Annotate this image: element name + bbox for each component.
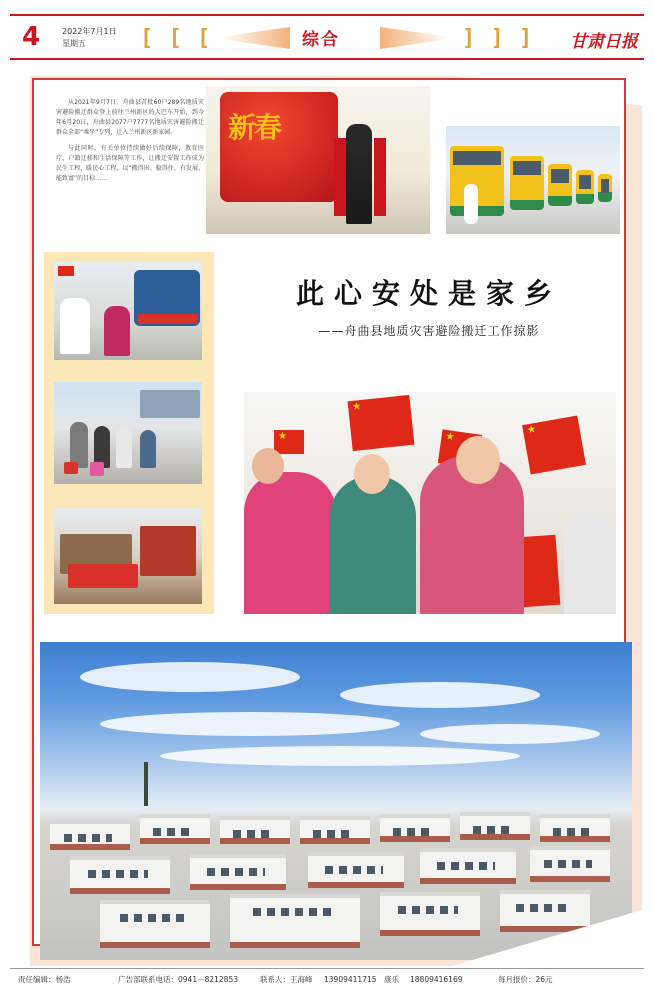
person-figure	[330, 476, 416, 614]
monthly-price: 每月报价：26元	[498, 975, 553, 984]
house-shape	[380, 892, 480, 936]
new-year-lettering: 新春	[228, 111, 281, 144]
header-bottom-rule	[10, 58, 644, 60]
house-shape	[190, 854, 286, 890]
building-shape	[140, 390, 200, 418]
house-shape	[220, 816, 290, 844]
subheadline: ——舟曲县地质灾害避险搬迁工作掠影	[318, 324, 540, 338]
luggage-photo	[54, 382, 202, 484]
house-shape	[70, 856, 170, 894]
flag-shape	[522, 416, 586, 475]
page-header	[10, 14, 644, 60]
couplet-right	[374, 138, 386, 216]
luggage-shape	[64, 462, 78, 474]
flag-shape	[348, 395, 415, 451]
staff-figure	[464, 184, 478, 224]
left-ray-ornament	[220, 27, 290, 49]
footer-rule	[10, 968, 644, 969]
house-shape	[140, 814, 210, 844]
bus-shape	[548, 164, 572, 206]
house-shape	[540, 814, 610, 842]
tower-shape	[144, 762, 148, 806]
banner-shape	[138, 314, 198, 324]
house-shape	[50, 820, 130, 850]
bus-shape	[576, 170, 594, 204]
person-figure	[60, 298, 90, 354]
date-text: 2022年7月1日	[62, 27, 117, 36]
bus-shape	[510, 156, 544, 210]
issue-date	[62, 26, 117, 50]
cloud-shape	[420, 724, 600, 744]
cloud-shape	[100, 712, 400, 736]
house-shape	[308, 852, 404, 888]
village-panorama-photo	[40, 642, 632, 960]
house-shape	[230, 894, 360, 948]
cloud-shape	[80, 662, 300, 692]
luggage-shape	[90, 462, 104, 476]
header-top-rule	[10, 14, 644, 16]
page-number: 4	[22, 22, 41, 52]
face-shape	[252, 448, 284, 484]
flag-shape	[274, 430, 304, 454]
contact-phone: 13909411715	[324, 975, 377, 984]
right-ray-ornament	[380, 27, 450, 49]
house-shape	[420, 848, 516, 884]
workers-shape	[68, 564, 138, 588]
section-title: 综合	[302, 30, 340, 50]
left-bracket-ornament: [ [ [	[140, 26, 212, 51]
house-shape	[380, 814, 450, 842]
masthead-logo: 甘肃日报	[570, 32, 638, 52]
intro-paragraph: 从2021年9月7日，舟曲县首批60户289名地质灾害避险搬迁群众登上前往兰州新区的大巴车开始，到今年6月20日，舟曲县2077户7777名地质灾害避险搬迁群众全部“乘坐”专列，迁入兰州新区新家园。	[56, 99, 204, 136]
truck-shape	[140, 526, 196, 576]
bus-send-off-photo	[54, 262, 202, 360]
cloud-shape	[160, 746, 520, 766]
contact-name: 联系人：王海峰	[260, 975, 313, 984]
truck-photo	[54, 508, 202, 604]
contact-name-2: 康乐	[384, 975, 399, 984]
face-shape	[354, 454, 390, 494]
new-year-photo	[206, 86, 430, 234]
person-figure	[104, 306, 130, 356]
ad-phone: 广告部联系电话：0941－8212853	[118, 975, 238, 984]
headline: 此心安处是家乡	[295, 277, 562, 310]
weekday-text: 星期五	[62, 39, 86, 48]
house-shape	[530, 846, 610, 882]
house-shape	[100, 900, 210, 948]
person-figure	[564, 512, 616, 614]
house-shape	[500, 890, 590, 932]
intro-text	[56, 98, 204, 190]
couplet-left	[334, 138, 346, 216]
flag-shape	[58, 266, 74, 276]
intro-paragraph: 与此同时，有关单位持续做好后续保障，教育医疗、户籍迁移和生活保障等工作，让搬迁安置工作成为民生工程、暖民心工程，以“搬得出、稳得住、有发展、能致富”的目标……	[56, 145, 204, 182]
person-figure	[346, 124, 372, 224]
page-footer	[14, 972, 644, 988]
person-figure	[140, 430, 156, 468]
cloud-shape	[340, 682, 540, 708]
face-shape	[456, 436, 500, 484]
person-figure	[116, 428, 132, 468]
right-bracket-ornament: ] ] ]	[462, 26, 534, 51]
house-shape	[460, 812, 530, 840]
crowd-flags-photo	[244, 392, 616, 614]
person-figure	[244, 472, 336, 614]
contact-phone-2: 18809416169	[410, 975, 463, 984]
bus-shape	[598, 174, 612, 202]
editor-label: 责任编辑：杨浩	[18, 975, 71, 984]
house-shape	[300, 816, 370, 844]
buses-photo	[446, 126, 620, 234]
